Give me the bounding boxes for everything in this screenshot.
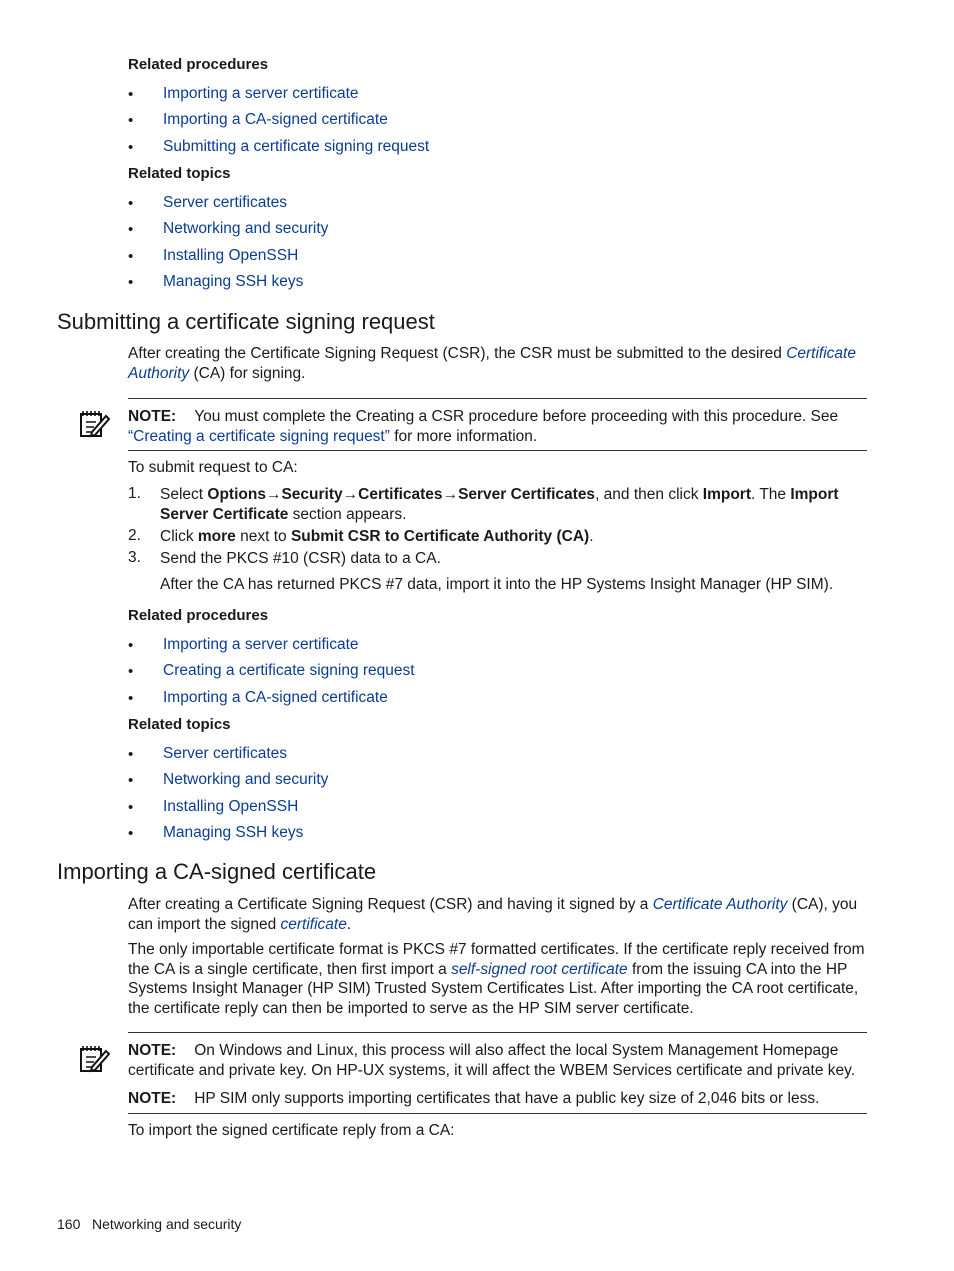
submit-csr-label: Submit CSR to Certificate Authority (CA) — [290, 528, 590, 545]
menu-server-certificates: Server Certificates — [458, 486, 596, 503]
bullet-icon: • — [128, 274, 134, 291]
link-server-certificates[interactable]: Server certificates — [163, 194, 288, 211]
link-server-certificates[interactable]: Server certificates — [163, 745, 288, 762]
bullet-icon: • — [128, 663, 134, 680]
link-submitting-csr[interactable]: Submitting a certificate signing request — [163, 138, 430, 155]
note-label: NOTE: — [128, 1042, 177, 1059]
link-networking-security[interactable]: Networking and security — [163, 220, 329, 237]
page-number: 160 — [57, 1216, 81, 1232]
link-importing-ca-signed-certificate[interactable]: Importing a CA-signed certificate — [163, 111, 388, 128]
related-procedures-heading: Related procedures — [128, 607, 269, 624]
bullet-icon: • — [128, 690, 134, 707]
link-self-signed-root-certificate[interactable]: self-signed root certificate — [451, 960, 628, 978]
link-certificate[interactable]: certificate — [280, 915, 347, 933]
import-label: Import — [702, 486, 751, 503]
bullet-icon: • — [128, 86, 134, 103]
import-paragraph-2: The only importable certificate format is PKCS #7 formatted certificates. If the certificate reply received from the CA is a single certificate, then first import a self-signed root certificate from the issuing CA into the HP Systems Insight Manager (HP SIM) Trusted System Certificates List. After importing the CA root certificate, the certificate reply can then be imported to serve as the HP SIM server certificate. — [128, 941, 865, 1017]
step-3-result: After the CA has returned PKCS #7 data, import it into the HP Systems Insight Manager (HP SIM). — [160, 576, 834, 593]
bullet-icon: • — [128, 221, 134, 238]
section-title-importing-ca-signed: Importing a CA-signed certificate — [57, 859, 377, 884]
link-managing-ssh-keys[interactable]: Managing SSH keys — [163, 824, 304, 841]
menu-options: Options — [207, 486, 266, 503]
note-bottom-rule — [128, 1113, 867, 1114]
bullet-icon: • — [128, 637, 134, 654]
related-topics-heading: Related topics — [128, 716, 231, 733]
link-certificate-authority[interactable]: Certificate Authority — [128, 345, 856, 382]
bullet-icon: • — [128, 112, 134, 129]
note-pencil-icon — [78, 408, 110, 440]
note-bottom-rule — [128, 450, 867, 451]
bullet-icon: • — [128, 772, 134, 789]
menu-certificates: Certificates — [358, 486, 443, 503]
step-number: 3. — [128, 549, 141, 566]
bullet-icon: • — [128, 139, 134, 156]
step-number: 2. — [128, 527, 141, 544]
link-importing-server-certificate[interactable]: Importing a server certificate — [163, 636, 359, 653]
link-creating-csr[interactable]: Creating a certificate signing request — [163, 662, 415, 679]
note-pencil-icon — [78, 1043, 110, 1075]
note-top-rule — [128, 1032, 867, 1033]
menu-security: Security — [281, 486, 343, 503]
bullet-icon: • — [128, 799, 134, 816]
submit-lead: To submit request to CA: — [128, 459, 298, 476]
step-2: Click more next to Submit CSR to Certificate Authority (CA). — [160, 528, 594, 545]
step-number: 1. — [128, 485, 141, 502]
link-creating-csr[interactable]: “Creating a certificate signing request” — [128, 427, 390, 445]
link-networking-security[interactable]: Networking and security — [163, 771, 329, 788]
import-lead: To import the signed certificate reply from a CA: — [128, 1122, 455, 1139]
bullet-icon: • — [128, 746, 134, 763]
bullet-icon: • — [128, 825, 134, 842]
link-installing-openssh[interactable]: Installing OpenSSH — [163, 247, 299, 264]
section-title-submitting-csr: Submitting a certificate signing request — [57, 309, 435, 334]
note-top-rule — [128, 398, 867, 399]
link-installing-openssh[interactable]: Installing OpenSSH — [163, 798, 299, 815]
footer-section: Networking and security — [92, 1216, 242, 1232]
more-label: more — [197, 528, 236, 545]
step-3: Send the PKCS #10 (CSR) data to a CA. — [160, 550, 441, 567]
bullet-icon: • — [128, 195, 134, 212]
note-label: NOTE: — [128, 408, 177, 425]
link-certificate-authority[interactable]: Certificate Authority — [652, 896, 788, 913]
note-box-csr: NOTE: You must complete the Creating a CSR procedure before proceeding with this procedure. See “Creating a certificate signing request” for more information. — [128, 408, 839, 445]
page-footer — [57, 1216, 241, 1232]
submit-intro-paragraph: After creating the Certificate Signing Request (CSR), the CSR must be submitted to the desired Certificate Authority (CA) for signing. — [128, 345, 856, 382]
link-managing-ssh-keys[interactable]: Managing SSH keys — [163, 273, 304, 290]
note-box-key-size: NOTE: HP SIM only supports importing certificates that have a public key size of 2,046 bits or less. — [128, 1090, 820, 1107]
link-importing-server-certificate[interactable]: Importing a server certificate — [163, 85, 359, 102]
link-importing-ca-signed-certificate[interactable]: Importing a CA-signed certificate — [163, 689, 388, 706]
related-topics-heading: Related topics — [128, 165, 231, 182]
bullet-icon: • — [128, 248, 134, 265]
step-1: Select Options→Security→Certificates→Server Certificates, and then click Import. The Import Server Certificate section appears. — [160, 486, 839, 523]
note-label: NOTE: — [128, 1090, 177, 1107]
related-procedures-heading: Related procedures — [128, 56, 269, 73]
import-paragraph-1: After creating a Certificate Signing Request (CSR) and having it signed by a Certificate Authority (CA), you can import the signed certificate. — [128, 896, 858, 933]
note-box-windows-linux: NOTE: On Windows and Linux, this process will also affect the local System Management Homepage certificate and private key. On HP-UX systems, it will affect the WBEM Services certificate and private key. — [128, 1042, 856, 1079]
